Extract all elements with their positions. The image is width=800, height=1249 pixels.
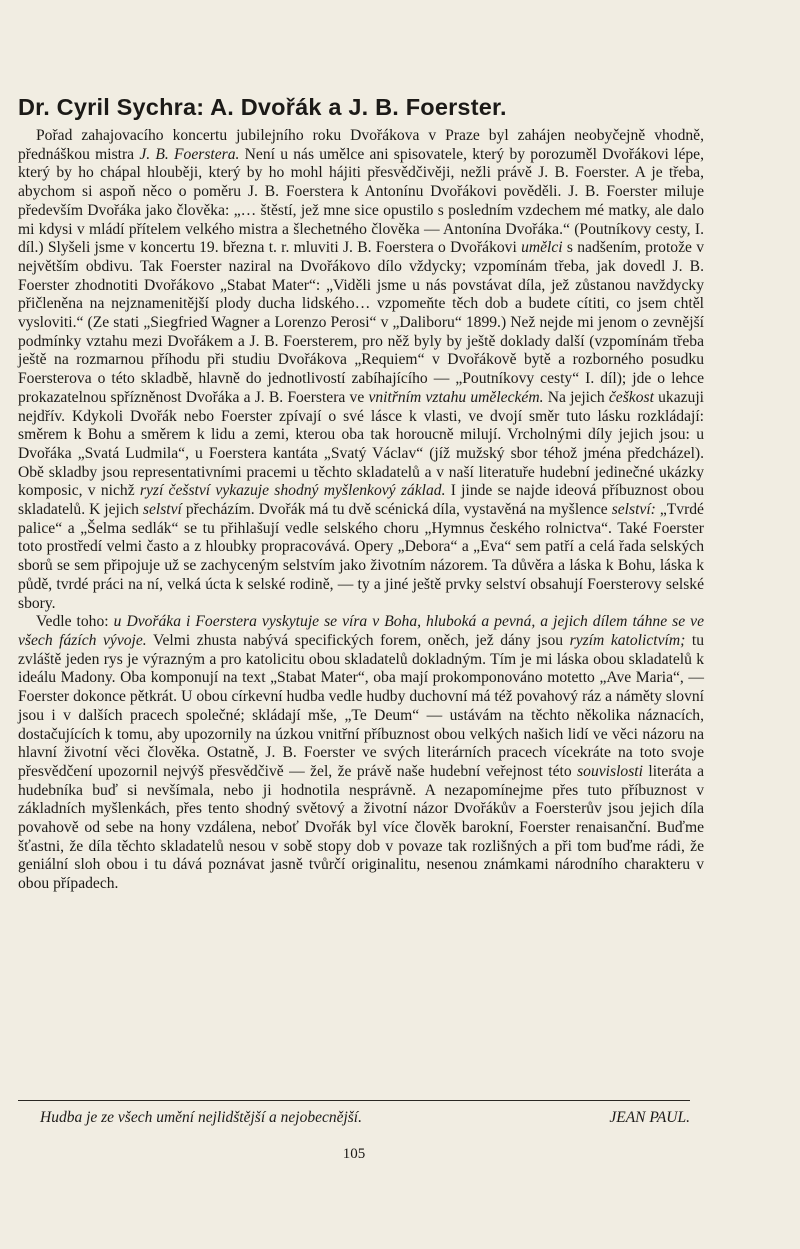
body-text: Vedle toho: [36, 613, 114, 631]
article-title: Dr. Cyril Sychra: A. Dvořák a J. B. Foerster. [18, 94, 507, 120]
body-text: „Tvrdé palice“ a „Šelma sedlák“ se tu přihlašují vedle selského choru „Hymnus českého rolnictva“. Také Foerster toto prostředí velmi často a z hloubky propracovává. Opery „Debora“ a „Eva“ sem patří a celá řada selských sborů se sem připojuje už se zachyceným selstvím jako životním názorem. Ta důvěra a láska k Bohu, láska k půdě, tvrdé práci na ní, velká úcta k selské rodině, — ty a jiné ještě prvky selství obsahují Foersterovy selské sbory. [18, 501, 704, 612]
emphasis-text: J. B. Foerstera. [139, 145, 240, 163]
body-text: tu zvláště jeden rys je výrazným a pro katolicitu obou skladatelů dokladným. Tím je mi láska obou skladatelů k ideálu Madony. Oba komponují na text „Stabat Mater“, oba mají prokomponováno motetto „Ave Maria“, — Foerster dokonce pětkrát. U obou církevní hudba vedle hudby duchovní má též povahový ráz a náměty slovní jsou i v dalších pracech společné; skládají mše, „Te Deum“ — ustávám na těchto několika náznacích, dostačujících k tomu, aby upozornily na úzkou vnitřní příbuznost obou velkých našich lidí ve věci názoru na hlavní životní věci člověka. Ostatně, J. B. Foerster ve svých literárních pracech vícekráte na toto svoje přesvědčení upozornil nejvýš přesvědčivě — žel, že právě naše hudební veřejnost této [18, 631, 704, 780]
body-text: Na jejich [543, 388, 609, 406]
body-text: Pořad zahajovacího koncertu jubilejního roku Dvořákova v Praze byl zahájen neobyčejně vhodně, přednáškou mistra [18, 127, 704, 163]
paragraph-1 [18, 127, 704, 613]
emphasis-text: selství: [611, 501, 656, 519]
body-text: s nadšením, protože v největším obdivu. Tak Foerster naziral na Dvořákovo dílo vždycky; vzpomínám třeba, jak dovedl J. B. Foerster zhodnotiti Dvořákovo „Stabat Mater“: „Viděli jsme u nás povstávat díla, jež zůstanou navždycky přičleněna na nejznamenitější plody ducha lidského… vzpomeňte těch dob a budete cítiti, co jsem chtěl vysloviti.“ (Ze stati „Siegfried Wagner a Lorenzo Perosi“ v „Daliboru“ 1899.) Než nejde mi jenom o zevnější podmínky vztahu mezi Dvořákem a J. B. Foersterem, pro něž byly by ještě doklady další (vzpomínám třeba ještě na rozmarnou příhodu při studiu Dvořákova „Requiem“ v Dvořákově bytě a rozborného posudku Foersterova o této skladbě, hlavně do jednotlivostí zabíhajícího — „Poutníkovy cesty“ I. díl); jde o lehce prokazatelnou spřízněnost Dvořáka a J. B. Foerstera ve [18, 239, 704, 406]
quote-author: JEAN PAUL. [609, 1109, 690, 1126]
emphasis-text: vnitřním vztahu uměleckém. [368, 388, 544, 406]
article-body [18, 127, 704, 894]
body-text: I jinde se najde ideová příbuznost obou skladatelů. K jejich [18, 482, 704, 519]
emphasis-text: ryzím katolictvím; [569, 631, 686, 649]
emphasis-text: souvislosti [577, 762, 643, 780]
footer-divider [18, 1100, 690, 1101]
body-text: Velmi zhusta nabývá specifických forem, oněch, jež dány jsou [146, 631, 570, 649]
emphasis-text: u Dvořáka i Foerstera vyskytuje se víra v Boha, hluboká a pevná, a jejich dílem táhne se ve všech fázích vývoje. [18, 613, 705, 649]
page-number: 105 [342, 1146, 366, 1162]
body-text: literáta a hudebníka buď si nevšímala, nebo ji hodnotila nesprávně. A nezapomínejme přes tuto příbuznost v základních myšlenkách, přes tento shodný světový a životní názor Dvořákův a Foersterův jsou jejich díla povahově od sebe na hony vzdálena, neboť Dvořák byl více člověk barokní, Foerster renaisanční. Buďme šťastni, že díla těchto skladatelů nesou v sobě stopy dob v povaze tak rozlišných a při tom buďme rádi, že geniální sloh obou i tu dává poznávat jasně tvůrčí originalitu, nesenou známkami národního charakteru v obou případech. [18, 762, 704, 893]
footer-quote [40, 1109, 690, 1127]
emphasis-text: umělci [521, 239, 563, 257]
emphasis-text: češkost [608, 388, 654, 406]
body-text: Není u nás umělce ani spisovatele, který by porozuměl Dvořákovi lépe, který by ho chápal hlouběji, který by ho mohl hájiti přesvědčivěji, nežli právě J. B. Foerster. A je třeba, abychom si aspoň něco o poměru J. B. Foerstera k Antonínu Dvořákovi pověděli. J. B. Foerster miluje především Dvořáka jako člověka: „… štěstí, jež mne sice opustilo s posledním vzdechem mé matky, ale dalo mi kdysi v mládí přítelem velkého mistra a šlechetného člověka — Antonína Dvořáka.“ (Poutníkovy cesty, I. díl.) Slyšeli jsme v koncertu 19. března t. r. mluviti J. B. Foerstera o Dvořákovi [18, 145, 704, 257]
quote-text: Hudba je ze všech umění nejlidštější a nejobecnější. [40, 1109, 362, 1126]
emphasis-text: selství [142, 501, 182, 519]
paragraph-2 [18, 613, 704, 894]
body-text: ukazuji nejdřív. Kdykoli Dvořák nebo Foerster zpívají o své lásce k vlasti, ve dvojí směr tuto lásku rozkládají: směrem k Bohu a směrem k lidu a zemi, kterou oba tak horoucně milují. Vrcholnými díly jejich jsou: u Dvořáka „Svatá Ludmila“, u Foerstera kantáta „Svatý Václav“ (jíž mužský sbor téhož jména předcházel). Obě skladby jsou representativními pracemi u těchto skladatelů a v naší literatuře hudební jedinečné ukázky komposic, v nichž [18, 388, 705, 500]
body-text: přecházím. Dvořák má tu dvě scénická díla, vystavěná na myšlence [181, 501, 612, 519]
emphasis-text: ryzí češství vykazuje shodný myšlenkový základ. [139, 482, 446, 500]
